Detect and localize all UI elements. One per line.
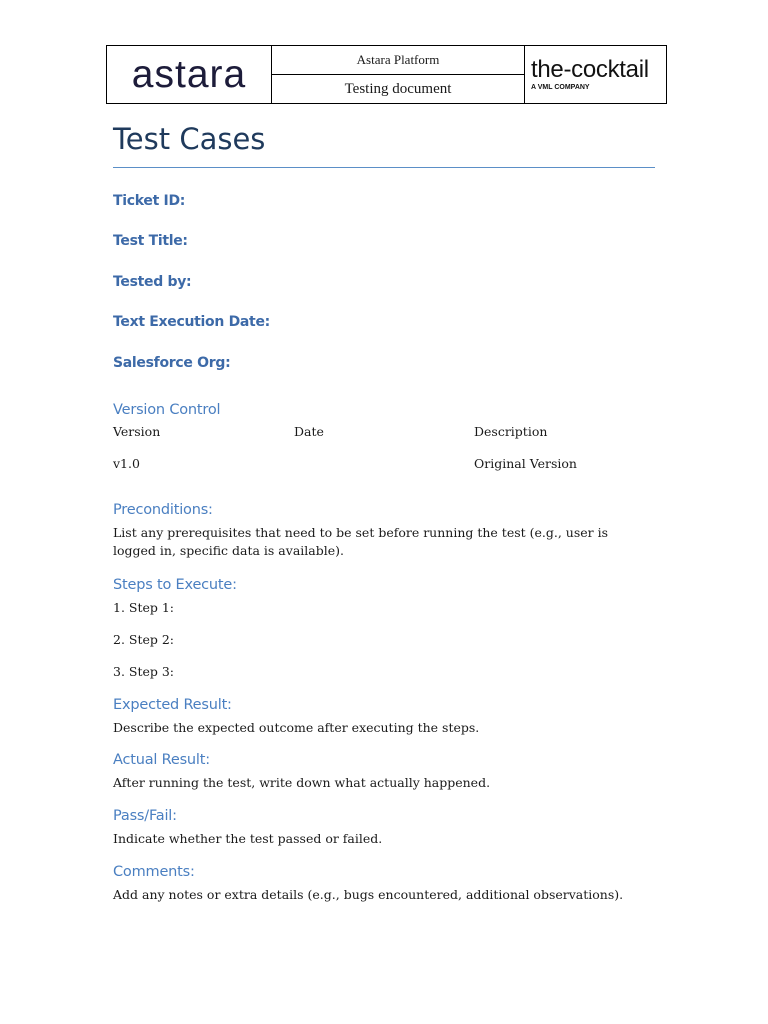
field-tested-by: Tested by: <box>113 274 192 290</box>
comments-heading: Comments: <box>113 864 195 880</box>
field-test-title: Test Title: <box>113 233 188 249</box>
partner-tagline: A VML COMPANY <box>531 84 590 91</box>
list-item: 2. Step 2: <box>113 632 175 647</box>
pass-fail-text: Indicate whether the test passed or failed. <box>113 831 383 846</box>
actual-result-text: After running the test, write down what actually happened. <box>113 775 491 790</box>
pass-fail-heading: Pass/Fail: <box>113 808 177 824</box>
field-execution-date: Text Execution Date: <box>113 314 270 330</box>
page-title: Test Cases <box>113 122 266 156</box>
column-header-description: Description <box>474 424 548 439</box>
list-item: 1. Step 1: <box>113 600 175 615</box>
title-divider <box>113 167 655 168</box>
expected-result-heading: Expected Result: <box>113 697 232 713</box>
field-salesforce-org: Salesforce Org: <box>113 355 231 371</box>
expected-result-text: Describe the expected outcome after executing the steps. <box>113 720 480 735</box>
steps-heading: Steps to Execute: <box>113 577 237 593</box>
cell-description: Original Version <box>474 456 577 471</box>
actual-result-heading: Actual Result: <box>113 752 210 768</box>
header-info-cell <box>272 46 525 103</box>
column-header-date: Date <box>294 424 324 439</box>
cell-version: v1.0 <box>113 456 140 471</box>
document-type: Testing document <box>344 80 452 97</box>
preconditions-text: List any prerequisites that need to be set before running the test (e.g., user is logged in, specific data is available). <box>113 525 609 558</box>
platform-name: Astara Platform <box>272 46 524 75</box>
list-item: 3. Step 3: <box>113 664 175 679</box>
preconditions-heading: Preconditions: <box>113 502 213 518</box>
column-header-version: Version <box>113 424 161 439</box>
astara-logo-cell <box>107 46 272 103</box>
field-ticket-id: Ticket ID: <box>113 193 186 209</box>
partner-logo-cell <box>525 46 666 103</box>
partner-logo: the-cocktail <box>531 56 649 83</box>
document-header <box>106 45 667 104</box>
comments-text: Add any notes or extra details (e.g., bugs encountered, additional observations). <box>113 887 624 902</box>
astara-logo: astara <box>131 53 247 96</box>
version-control-heading: Version Control <box>113 402 221 418</box>
